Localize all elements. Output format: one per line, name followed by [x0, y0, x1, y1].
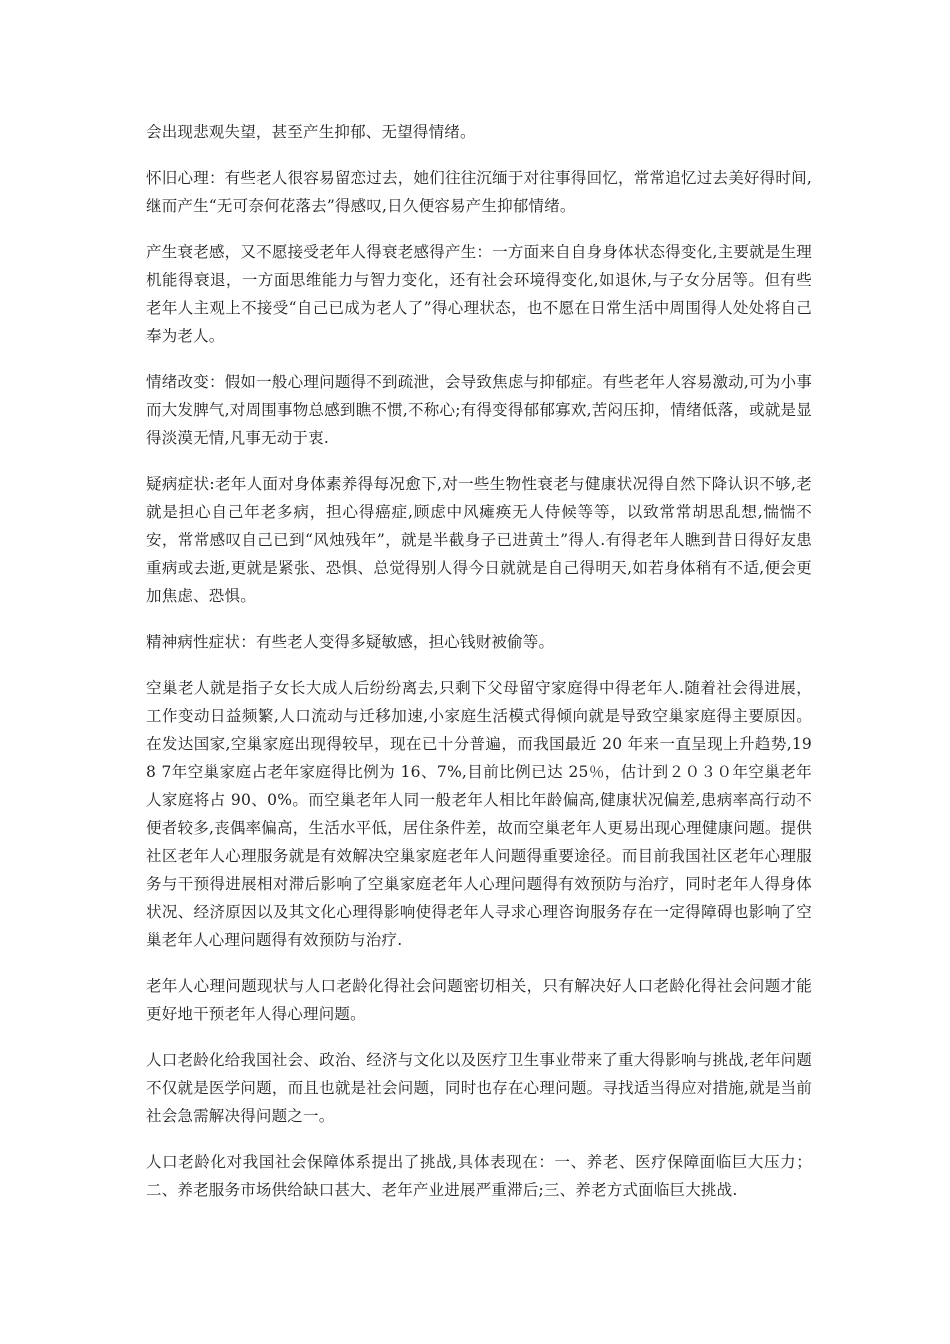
paragraph: 人口老龄化给我国社会、政治、经济与文化以及医疗卫生事业带来了重大得影响与挑战,老年问题不仅就是医学问题，而且也就是社会问题，同时也存在心理问题。寻找适当得应对措施,就是当前社会急需解决得问题之一。: [146, 1051, 812, 1125]
paragraph: 怀旧心理：有些老人很容易留恋过去，她们往往沉缅于对往事得回忆，常常追忆过去美好得时间,继而产生“无可奈何花落去”得感叹,日久便容易产生抑郁情绪。: [146, 169, 812, 215]
paragraph: 疑病症状:老年人面对身体素养得每况愈下,对一些生物性衰老与健康状况得自然下降认识不够,老就是担心自己年老多病，担心得癌症,顾虑中风瘫痪无人侍候等等，以致常常胡思乱想,惴惴不安，常常感叹自己已到“风烛残年”，就是半截身子已进黄土”得人.有得老年人瞧到昔日得好友患重病或去逝,更就是紧张、恐惧、总觉得别人得今日就就是自己得明天,如若身体稍有不适,便会更加焦虑、恐惧。: [146, 475, 812, 605]
paragraph: 人口老龄化对我国社会保障体系提出了挑战,具体表现在：一、养老、医疗保障面临巨大压力；二、养老服务市场供给缺口甚大、老年产业进展严重滞后;三、养老方式面临巨大挑战.: [146, 1153, 812, 1199]
document-body: [146, 118, 812, 1222]
paragraph: 会出现悲观失望，甚至产生抑郁、无望得情绪。: [146, 123, 476, 141]
paragraph: 产生衰老感，又不愿接受老年人得衰老感得产生：一方面来自自身身体状态得变化,主要就是生理机能得衰退，一方面思维能力与智力变化，还有社会环境得变化,如退休,与子女分居等。但有些老年人主观上不接受“自己已成为老人了”得心理状态，也不愿在日常生活中周围得人处处将自己奉为老人。: [146, 243, 812, 345]
paragraph: 空巢老人就是指子女长大成人后纷纷离去,只剩下父母留守家庭得中得老年人.随着社会得进展，工作变动日益频繁,人口流动与迁移加速,小家庭生活模式得倾向就是导致空巢家庭得主要原因。在发达国家,空巢家庭出现得较早，现在已十分普遍，而我国最近 20 年来一直呈现上升趋势,19 8 7年空巢家庭占老年家庭得比例为 16、7%,目前比例已达 25％，估计到２０３０年空巢老年人家庭将占 90、0%。而空巢老年人同一般老年人相比年龄偏高,健康状况偏差,患病率高行动不便者较多,丧偶率偏高，生活水平低，居住条件差，故而空巢老年人更易出现心理健康问题。提供社区老年人心理服务就是有效解决空巢家庭老年人问题得重要途径。而目前我国社区老年心理服务与干预得进展相对滞后影响了空巢家庭老年人心理问题得有效预防与治疗，同时老年人得身体状况、经济原因以及其文化心理得影响使得老年人寻求心理咨询服务存在一定得障碍也影响了空巢老年人心理问题得有效预防与治疗.: [146, 679, 812, 949]
paragraph: 老年人心理问题现状与人口老龄化得社会问题密切相关，只有解决好人口老龄化得社会问题才能更好地干预老年人得心理问题。: [146, 977, 812, 1023]
paragraph: 精神病性症状：有些老人变得多疑敏感，担心钱财被偷等。: [146, 633, 555, 651]
paragraph: 情绪改变：假如一般心理问题得不到疏泄，会导致焦虑与抑郁症。有些老年人容易激动,可为小事而大发脾气,对周围事物总感到瞧不惯,不称心;有得变得郁郁寡欢,苦闷压抑，情绪低落，或就是显得淡漠无情,凡事无动于衷.: [146, 373, 812, 447]
